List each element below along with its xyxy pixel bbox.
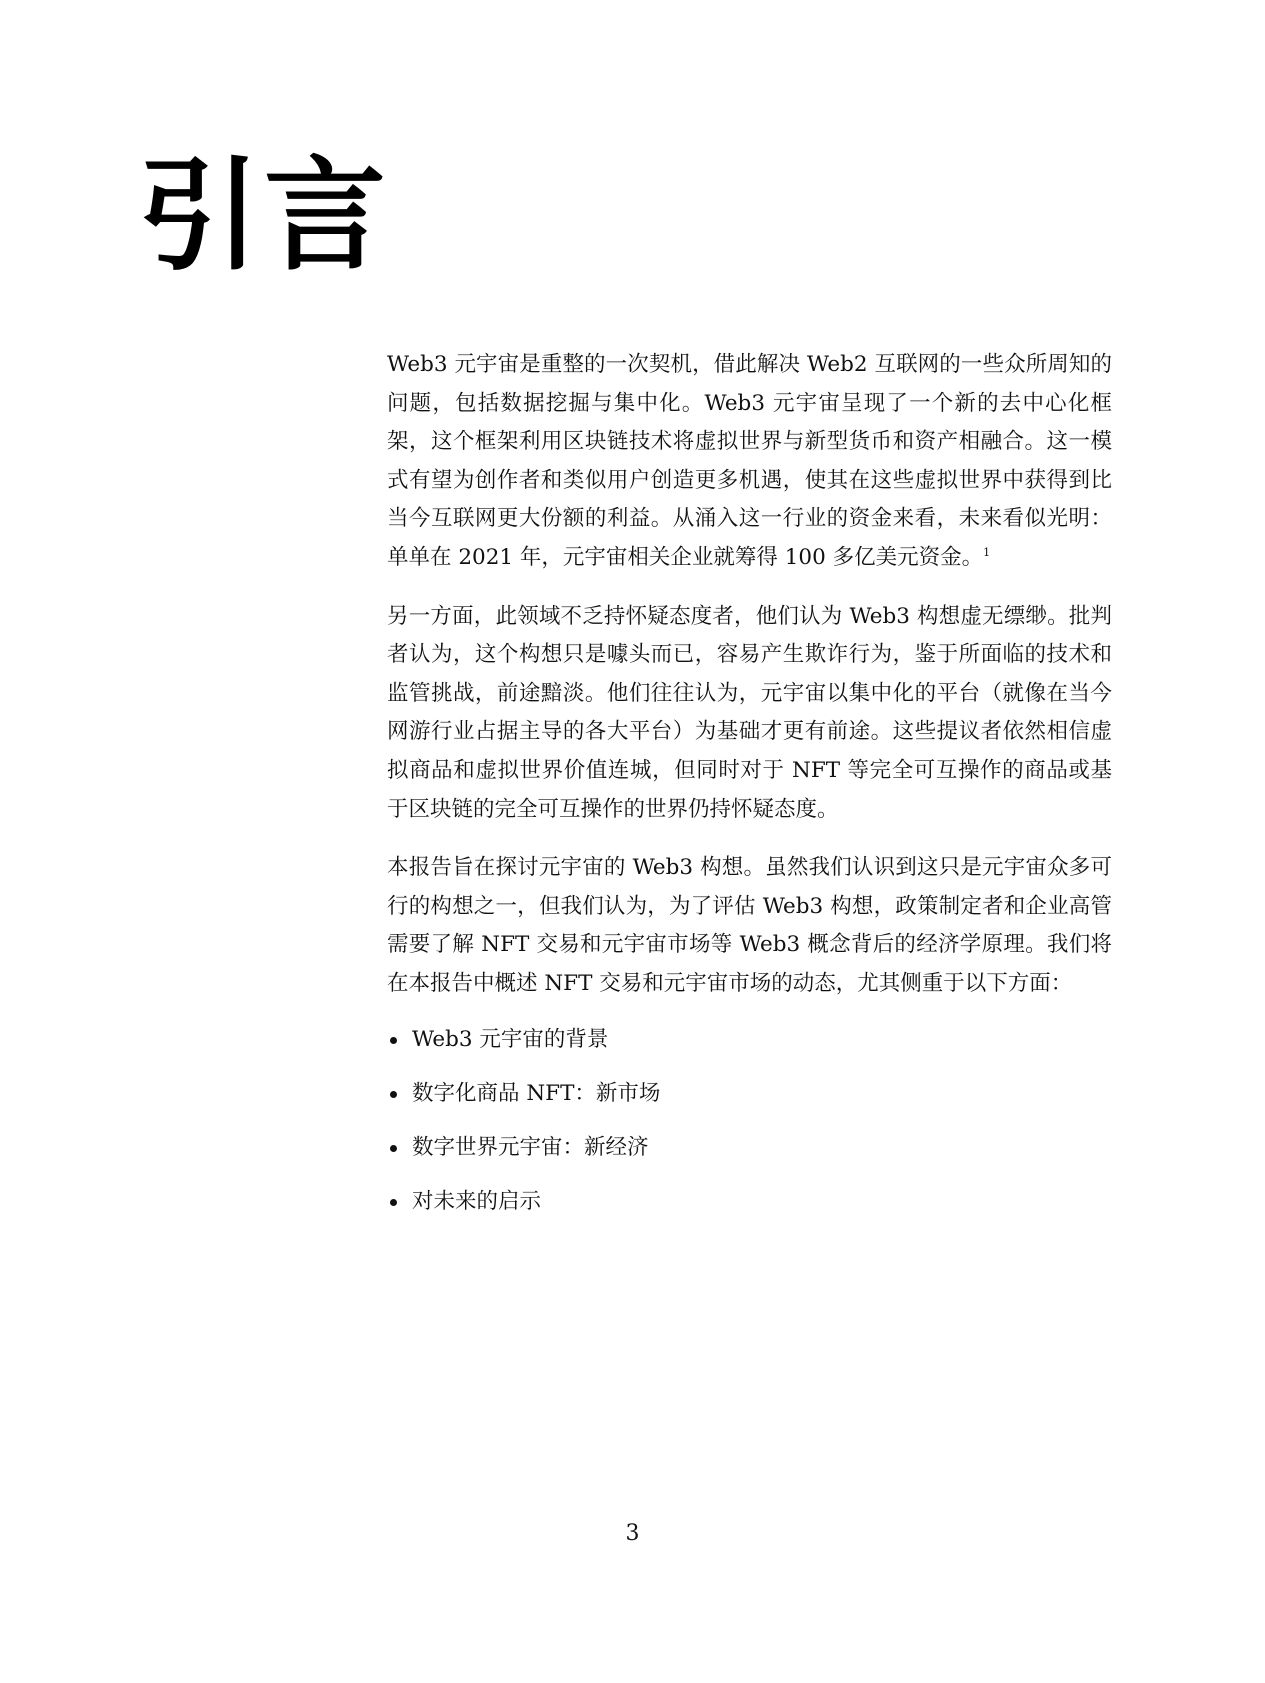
page-title: 引言	[138, 143, 390, 287]
bullet-icon	[390, 1037, 397, 1044]
paragraph-1	[387, 346, 1112, 578]
list-item	[387, 1186, 1112, 1218]
paragraph-3: 本报告旨在探讨元宇宙的 Web3 构想。虽然我们认识到这只是元宇宙众多可行的构想之一，但我们认为，为了评估 Web3 构想，政策制定者和企业高管需要了解 NFT 交易和元宇宙市场等 Web3 概念背后的经济学原理。我们将在本报告中概述 NFT 交易和元宇宙市场的动态，尤其侧重于以下方面：	[387, 855, 1112, 996]
list-item-text: 数字世界元宇宙：新经济	[412, 1134, 649, 1160]
footnote-ref-1[interactable]: 1	[983, 545, 991, 559]
list-item-text: Web3 元宇宙的背景	[412, 1026, 609, 1052]
bullet-icon	[390, 1145, 397, 1152]
list-item-text: 数字化商品 NFT：新市场	[412, 1080, 661, 1106]
bullet-icon	[390, 1091, 397, 1098]
list-item-text: 对未来的启示	[412, 1188, 542, 1214]
page-number: 3	[625, 1521, 640, 1546]
body-text	[387, 346, 1112, 1240]
list-item	[387, 1024, 1112, 1056]
list-item	[387, 1078, 1112, 1110]
topic-list	[387, 1024, 1112, 1218]
paragraph-2: 另一方面，此领域不乏持怀疑态度者，他们认为 Web3 构想虚无缥缈。批判者认为，这个构想只是噱头而已，容易产生欺诈行为，鉴于所面临的技术和监管挑战，前途黯淡。他们往往认为，元宇宙以集中化的平台（就像在当今网游行业占据主导的各大平台）为基础才更有前途。这些提议者依然相信虚拟商品和虚拟世界价值连城，但同时对于 NFT 等完全可互操作的商品或基于区块链的完全可互操作的世界仍持怀疑态度。	[387, 603, 1112, 822]
bullet-icon	[390, 1199, 397, 1206]
paragraph-1-text: Web3 元宇宙是重整的一次契机，借此解决 Web2 互联网的一些众所周知的问题，包括数据挖掘与集中化。Web3 元宇宙呈现了一个新的去中心化框架，这个框架利用区块链技术将虚拟世界与新型货币和资产相融合。这一模式有望为创作者和类似用户创造更多机遇，使其在这些虚拟世界中获得到比当今互联网更大份额的利益。从涌入这一行业的资金来看，未来看似光明：单单在 2021 年，元宇宙相关企业就筹得 100 多亿美元资金。	[387, 352, 1112, 570]
list-item	[387, 1132, 1112, 1164]
